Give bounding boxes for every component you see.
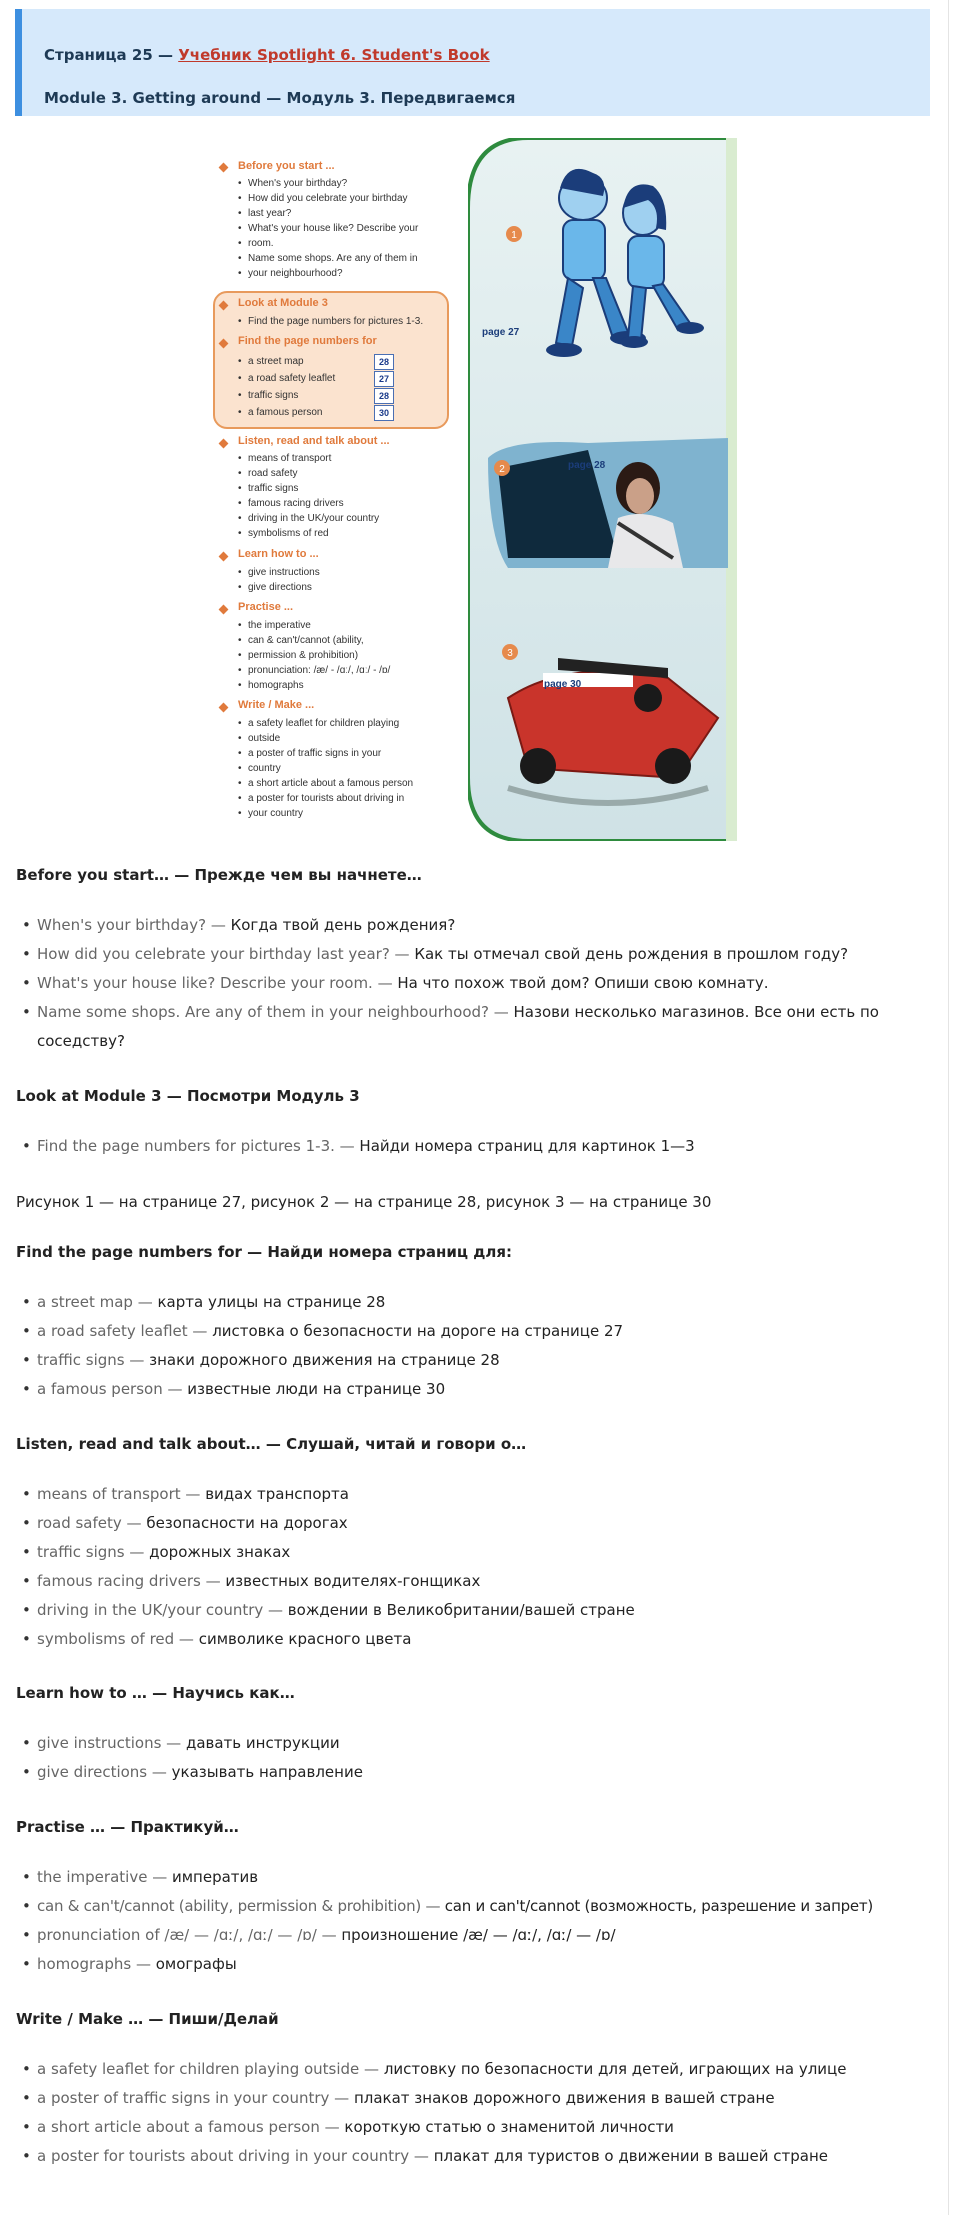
en-text: famous racing drivers — bbox=[37, 1572, 226, 1590]
en-text: When's your birthday? — bbox=[37, 916, 231, 934]
tb-learn-heading: Learn how to ... bbox=[238, 548, 319, 560]
tb-practise-item: • homographs bbox=[248, 678, 304, 693]
tb-find-heading: Find the page numbers for bbox=[238, 335, 377, 347]
tb-practise-item: • the imperative bbox=[248, 618, 311, 633]
listen-list bbox=[16, 1480, 635, 1654]
tb-learn-item: • give instructions bbox=[248, 565, 320, 580]
list-item bbox=[16, 2084, 847, 2113]
picture-number: 2 bbox=[499, 464, 505, 475]
tb-page-number: 27 bbox=[374, 371, 394, 387]
en-text: a safety leaflet for children playing outside — bbox=[37, 2060, 384, 2078]
tb-listen-item: • symbolisms of red bbox=[248, 526, 329, 541]
diamond-bullet-icon bbox=[219, 439, 229, 449]
picture-page-label: page 27 bbox=[482, 327, 520, 338]
tb-find-item: • traffic signs bbox=[248, 388, 298, 403]
scrollbar-edge bbox=[948, 0, 949, 2215]
ru-text: плакат знаков дорожного движения в вашей стране bbox=[353, 2089, 775, 2107]
ru-text: плакат для туристов о движении в вашей стране bbox=[433, 2147, 829, 2165]
list-item bbox=[16, 2142, 847, 2171]
tb-practise-heading: Practise ... bbox=[238, 601, 294, 613]
textbook-pictures-illustration bbox=[468, 138, 737, 841]
page-reference bbox=[44, 46, 490, 64]
tb-write-item: • a poster of traffic signs in your bbox=[248, 746, 381, 761]
list-item bbox=[16, 2055, 847, 2084]
ru-text: дорожных знаках bbox=[149, 1543, 291, 1561]
list-item bbox=[16, 940, 879, 969]
ru-text: известных водителях-гонщиках bbox=[225, 1572, 481, 1590]
info-box bbox=[15, 9, 930, 116]
tb-write-item-cont: • country bbox=[248, 761, 281, 776]
tb-before-item: • How did you celebrate your birthday bbox=[248, 191, 408, 206]
tb-look-item: • Find the page numbers for pictures 1-3. bbox=[248, 314, 423, 329]
en-text: Find the page numbers for pictures 1-3. — bbox=[37, 1137, 360, 1155]
diamond-bullet-icon bbox=[219, 703, 229, 713]
list-item bbox=[16, 1596, 635, 1625]
section-heading-before: Before you start… — Прежде чем вы начнете… bbox=[16, 866, 422, 884]
ru-text: карта улицы на странице 28 bbox=[157, 1293, 386, 1311]
page-prefix: Страница 25 — bbox=[44, 46, 179, 64]
ru-text: короткую статью о знаменитой личности bbox=[344, 2118, 674, 2136]
ru-text: омографы bbox=[155, 1955, 237, 1973]
ru-text: листовка о безопасности на дороге на странице 27 bbox=[212, 1322, 624, 1340]
tb-practise-item: • pronunciation: /æ/ - /ɑː/, /ɑː/ - /ɒ/ bbox=[248, 663, 390, 678]
en-text: What's your house like? Describe your room. — bbox=[37, 974, 398, 992]
ru-text: указывать направление bbox=[171, 1763, 363, 1781]
en-text: a poster for tourists about driving in your country — bbox=[37, 2147, 434, 2165]
ru-text: Найди номера страниц для картинок 1—3 bbox=[359, 1137, 695, 1155]
tb-listen-item: • driving in the UK/your country bbox=[248, 511, 379, 526]
tb-before-item: • Name some shops. Are any of them in bbox=[248, 251, 418, 266]
section-heading-practise: Practise … — Практикуй… bbox=[16, 1818, 239, 1836]
list-item bbox=[16, 1346, 623, 1375]
diamond-bullet-icon bbox=[219, 163, 229, 173]
list-item bbox=[16, 2113, 847, 2142]
tb-before-item-cont: • your neighbourhood? bbox=[248, 266, 343, 281]
list-item bbox=[16, 1758, 363, 1787]
ru-text: известные люди на странице 30 bbox=[187, 1380, 446, 1398]
look-answer-paragraph: Рисунок 1 — на странице 27, рисунок 2 — на странице 28, рисунок 3 — на странице 30 bbox=[16, 1193, 712, 1211]
picture-number: 3 bbox=[507, 648, 513, 659]
en-text: symbolisms of red — bbox=[37, 1630, 199, 1648]
en-text: give instructions — bbox=[37, 1734, 186, 1752]
ru-text: соседству? bbox=[37, 1032, 125, 1050]
ru-text: can и can't/cannot (возможность, разрешение и запрет) bbox=[444, 1897, 873, 1915]
tb-before-item-cont: • room. bbox=[248, 236, 274, 251]
look-list bbox=[16, 1132, 695, 1161]
tb-learn-item: • give directions bbox=[248, 580, 312, 595]
list-item bbox=[16, 1317, 623, 1346]
tb-find-item: • a famous person bbox=[248, 405, 323, 420]
tb-listen-item: • famous racing drivers bbox=[248, 496, 344, 511]
tb-look-heading: Look at Module 3 bbox=[238, 297, 328, 309]
list-item bbox=[16, 1538, 635, 1567]
list-item bbox=[16, 911, 879, 940]
textbook-pictures-column bbox=[468, 138, 737, 841]
section-heading-listen: Listen, read and talk about… — Слушай, читай и говори о… bbox=[16, 1435, 527, 1453]
tb-page-number: 28 bbox=[374, 354, 394, 370]
list-item bbox=[16, 998, 879, 1027]
en-text: traffic signs — bbox=[37, 1351, 150, 1369]
picture-page-label: page 28 bbox=[568, 460, 606, 471]
textbook-contents-column bbox=[210, 138, 468, 841]
tb-listen-item: • traffic signs bbox=[248, 481, 298, 496]
before-list bbox=[16, 911, 879, 1056]
ru-text: вождении в Великобритании/вашей стране bbox=[287, 1601, 635, 1619]
ru-text: Назови несколько магазинов. Все они есть по bbox=[513, 1003, 879, 1021]
list-item bbox=[16, 1892, 873, 1921]
tb-write-item: • a safety leaflet for children playing bbox=[248, 716, 399, 731]
textbook-page-image bbox=[210, 138, 737, 841]
en-text: a road safety leaflet — bbox=[37, 1322, 213, 1340]
ru-text: давать инструкции bbox=[185, 1734, 340, 1752]
textbook-link[interactable]: Учебник Spotlight 6. Student's Book bbox=[178, 46, 490, 64]
en-text: pronunciation of /æ/ — /ɑː/, /ɑː/ — /ɒ/ — bbox=[37, 1926, 342, 1944]
section-heading-learn: Learn how to … — Научись как… bbox=[16, 1684, 295, 1702]
list-item bbox=[16, 1567, 635, 1596]
picture-page-label: page 30 bbox=[544, 679, 582, 690]
list-item bbox=[16, 969, 879, 998]
en-text: a street map — bbox=[37, 1293, 158, 1311]
tb-before-item: • What's your house like? Describe your bbox=[248, 221, 418, 236]
find-list bbox=[16, 1288, 623, 1404]
tb-write-heading: Write / Make ... bbox=[238, 699, 315, 711]
en-text: can & can't/cannot (ability, permission & prohibition) — bbox=[37, 1897, 445, 1915]
list-item bbox=[16, 1950, 873, 1979]
ru-text: произношение /æ/ — /ɑː/, /ɑː/ — /ɒ/ bbox=[341, 1926, 616, 1944]
en-text: homographs — bbox=[37, 1955, 156, 1973]
list-item bbox=[16, 1729, 363, 1758]
en-text: driving in the UK/your country — bbox=[37, 1601, 288, 1619]
list-item bbox=[16, 1509, 635, 1538]
en-text: road safety — bbox=[37, 1514, 147, 1532]
en-text: a short article about a famous person — bbox=[37, 2118, 345, 2136]
module-title: Module 3. Getting around — Модуль 3. Передвигаемся bbox=[44, 89, 516, 107]
write-list bbox=[16, 2055, 847, 2171]
list-item bbox=[16, 1625, 635, 1654]
ru-text: Как ты отмечал свой день рождения в прошлом году? bbox=[414, 945, 849, 963]
picture-number: 1 bbox=[511, 230, 517, 241]
tb-write-item-cont: • your country bbox=[248, 806, 303, 821]
ru-text: безопасности на дорогах bbox=[146, 1514, 348, 1532]
list-item bbox=[16, 1375, 623, 1404]
tb-page-number: 28 bbox=[374, 388, 394, 404]
en-text: give directions — bbox=[37, 1763, 172, 1781]
en-text: means of transport — bbox=[37, 1485, 206, 1503]
list-item bbox=[16, 1480, 635, 1509]
tb-before-item: • When's your birthday? bbox=[248, 176, 347, 191]
tb-write-item: • a short article about a famous person bbox=[248, 776, 413, 791]
en-text: the imperative — bbox=[37, 1868, 172, 1886]
practise-list bbox=[16, 1863, 873, 1979]
list-item-continuation bbox=[16, 1027, 879, 1056]
learn-list bbox=[16, 1729, 363, 1787]
en-text: How did you celebrate your birthday last year? — bbox=[37, 945, 415, 963]
tb-listen-item: • road safety bbox=[248, 466, 297, 481]
list-item bbox=[16, 1921, 873, 1950]
tb-before-item-cont: • last year? bbox=[248, 206, 291, 221]
en-text: a famous person — bbox=[37, 1380, 188, 1398]
list-item bbox=[16, 1863, 873, 1892]
ru-text: императив bbox=[171, 1868, 259, 1886]
section-heading-find: Find the page numbers for — Найди номера страниц для: bbox=[16, 1243, 512, 1261]
tb-before-heading: Before you start ... bbox=[238, 160, 335, 172]
en-text: traffic signs — bbox=[37, 1543, 150, 1561]
tb-listen-heading: Listen, read and talk about ... bbox=[238, 435, 390, 447]
tb-find-item: • a street map bbox=[248, 354, 304, 369]
tb-find-item: • a road safety leaflet bbox=[248, 371, 335, 386]
ru-text: знаки дорожного движения на странице 28 bbox=[149, 1351, 500, 1369]
ru-text: листовку по безопасности для детей, играющих на улице bbox=[383, 2060, 847, 2078]
tb-practise-item: • can & can't/cannot (ability, bbox=[248, 633, 364, 648]
section-heading-look: Look at Module 3 — Посмотри Модуль 3 bbox=[16, 1087, 360, 1105]
en-text: a poster of traffic signs in your country — bbox=[37, 2089, 354, 2107]
ru-text: Когда твой день рождения? bbox=[230, 916, 456, 934]
tb-write-item: • a poster for tourists about driving in bbox=[248, 791, 404, 806]
tb-practise-item-cont: • permission & prohibition) bbox=[248, 648, 358, 663]
ru-text: На что похож твой дом? Опиши свою комнату. bbox=[397, 974, 769, 992]
ru-text: видах транспорта bbox=[205, 1485, 349, 1503]
tb-listen-item: • means of transport bbox=[248, 451, 331, 466]
diamond-bullet-icon bbox=[219, 552, 229, 562]
list-item bbox=[16, 1288, 623, 1317]
ru-text: символике красного цвета bbox=[198, 1630, 412, 1648]
tb-write-item-cont: • outside bbox=[248, 731, 280, 746]
woman-driving-photo bbox=[488, 438, 728, 568]
diamond-bullet-icon bbox=[219, 605, 229, 615]
section-heading-write: Write / Make … — Пиши/Делай bbox=[16, 2010, 279, 2028]
en-text: Name some shops. Are any of them in your neighbourhood? — bbox=[37, 1003, 514, 1021]
list-item bbox=[16, 1132, 695, 1161]
tb-page-number: 30 bbox=[374, 405, 394, 421]
